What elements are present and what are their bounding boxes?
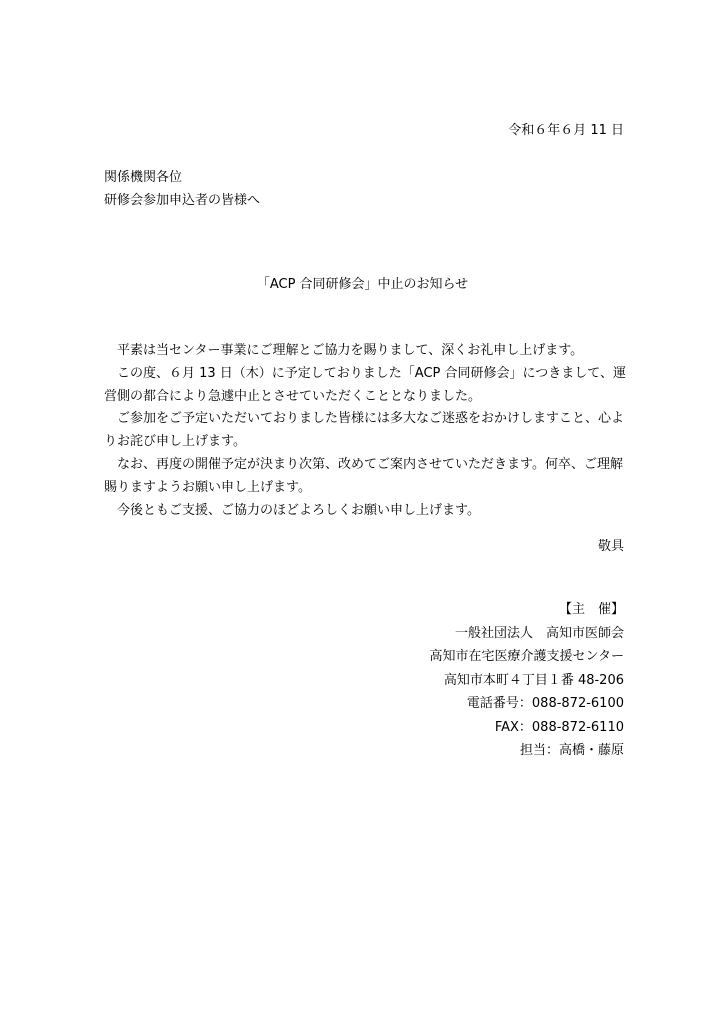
addressee-line: 関係機関各位 xyxy=(104,170,183,185)
body-paragraph: 今後ともご支援、ご協力のほどよろしくお願い申し上げます。 xyxy=(117,502,480,518)
organizer-phone: 電話番号：088-872-6100 xyxy=(466,696,624,711)
body-paragraph: この度、６月 13 日（木）に予定しておりました「ACP 合同研修会」につきまして、運営側の都合により急遽中止とさせていただくこととなりました。 xyxy=(104,365,627,404)
organizer-contact: 担当：高橋・藤原 xyxy=(519,743,624,758)
organizer-heading: 【主 催】 xyxy=(558,602,624,617)
organizer-fax: FAX：088-872-6110 xyxy=(494,719,624,735)
body-paragraph: 平素は当センター事業にご理解とご協力を賜りまして、深くお礼申し上げます。 xyxy=(117,343,584,358)
letter-closing: 敬具 xyxy=(597,539,624,554)
organizer-block xyxy=(430,598,624,763)
letter-date: 令和６年６月 11 日 xyxy=(508,123,624,138)
body-paragraph: ご参加をご予定いただいておりました皆様には多大なご迷惑をおかけしますこと、心よりお詫び申し上げます。 xyxy=(104,411,625,450)
body-paragraph: なお、再度の開催予定が決まり次第、改めてご案内させていただきます。何卒、ご理解賜りますようお願い申し上げます。 xyxy=(104,456,623,495)
organizer-name: 一般社団法人 高知市医師会 xyxy=(454,625,624,641)
addressee-block xyxy=(104,166,260,212)
organizer-address: 高知市本町４丁目１番 48-206 xyxy=(443,672,624,688)
letter-body xyxy=(104,340,626,522)
organizer-center: 高知市在宅医療介護支援センター xyxy=(429,649,624,664)
addressee-line: 研修会参加申込者の皆様へ xyxy=(104,193,261,208)
letter-subject: 「ACP 合同研修会」中止のお知らせ xyxy=(256,277,469,292)
